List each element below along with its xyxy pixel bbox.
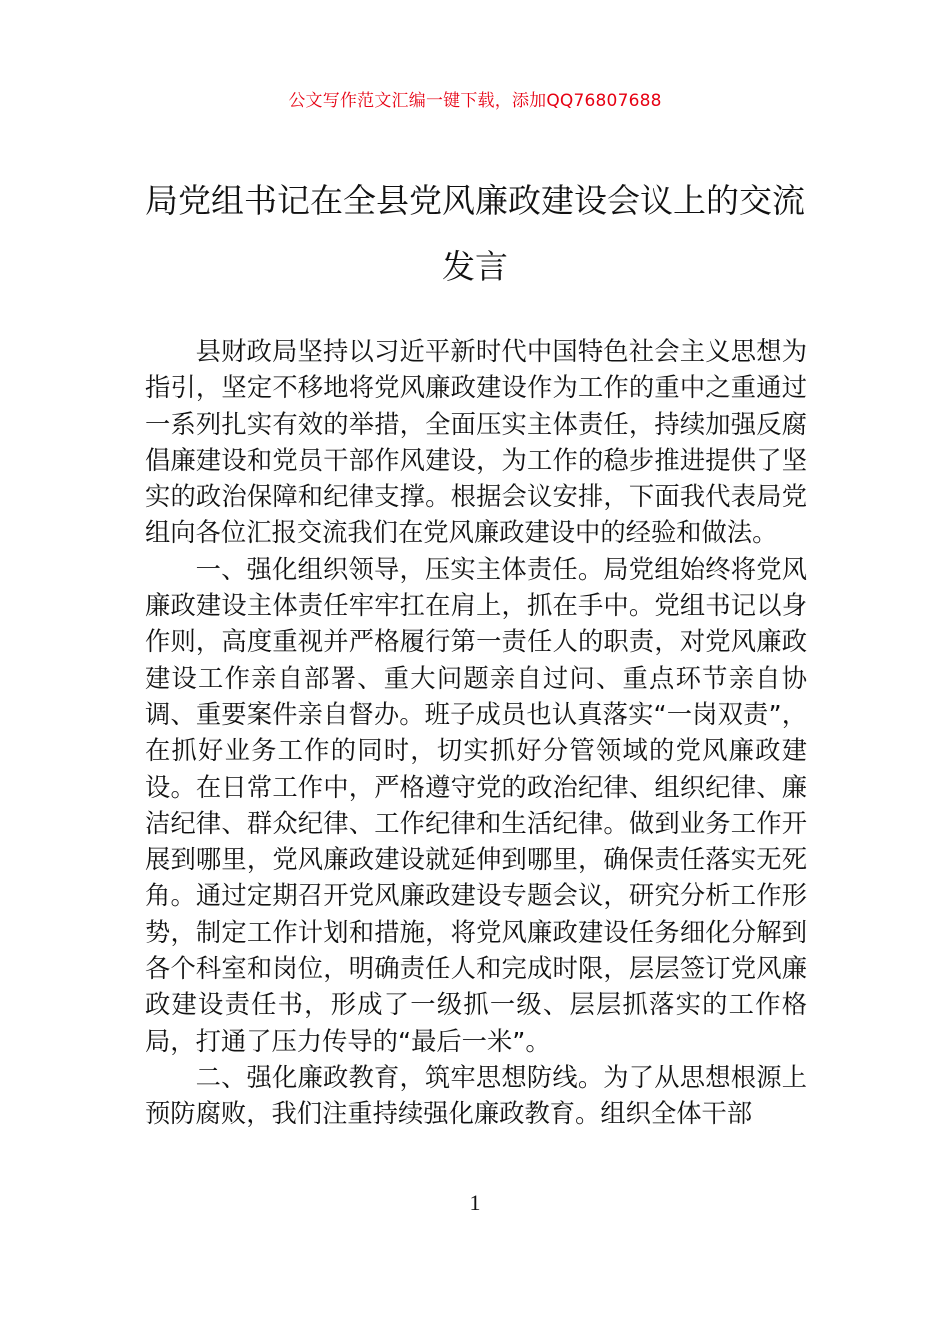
document-title: 局党组书记在全县党风廉政建设会议上的交流发言 (145, 181, 805, 286)
paragraph-intro: 县财政局坚持以习近平新时代中国特色社会主义思想为指引，坚定不移地将党风廉政建设作为工作的重中之重通过一系列扎实有效的举措，全面压实主体责任，持续加强反腐倡廉建设和党员干部作风建设，为工作的稳步推进提供了坚实的政治保障和纪律支撑。根据会议安排，下面我代表局党组向各位汇报交流我们在党风廉政建设中的经验和做法。 (145, 337, 807, 548)
paragraph-section-2: 二、强化廉政教育，筑牢思想防线。为了从思想根源上预防腐败，我们注重持续强化廉政教育。组织全体干部 (145, 1062, 807, 1129)
download-notice: 公文写作范文汇编一键下载，添加QQ76807688 (288, 91, 662, 111)
page-number: 1 (469, 1190, 481, 1215)
paragraph-section-1: 一、强化组织领导，压实主体责任。局党组始终将党风廉政建设主体责任牢牢扛在肩上，抓在手中。党组书记以身作则，高度重视并严格履行第一责任人的职责，对党风廉政建设工作亲自部署、重大问题亲自过问、重点环节亲自协调、重要案件亲自督办。班子成员也认真落实“一岗双责”，在抓好业务工作的同时，切实抓好分管领域的党风廉政建设。在日常工作中，严格遵守党的政治纪律、组织纪律、廉洁纪律、群众纪律、工作纪律和生活纪律。做到业务工作开展到哪里，党风廉政建设就延伸到哪里，确保责任落实无死角。通过定期召开党风廉政建设专题会议，研究分析工作形势，制定工作计划和措施，将党风廉政建设任务细化分解到各个科室和岗位，明确责任人和完成时限，层层签订党风廉政建设责任书，形成了一级抓一级、层层抓落实的工作格局，打通了压力传导的“最后一米”。 (145, 554, 807, 1056)
document-body (145, 334, 807, 1133)
